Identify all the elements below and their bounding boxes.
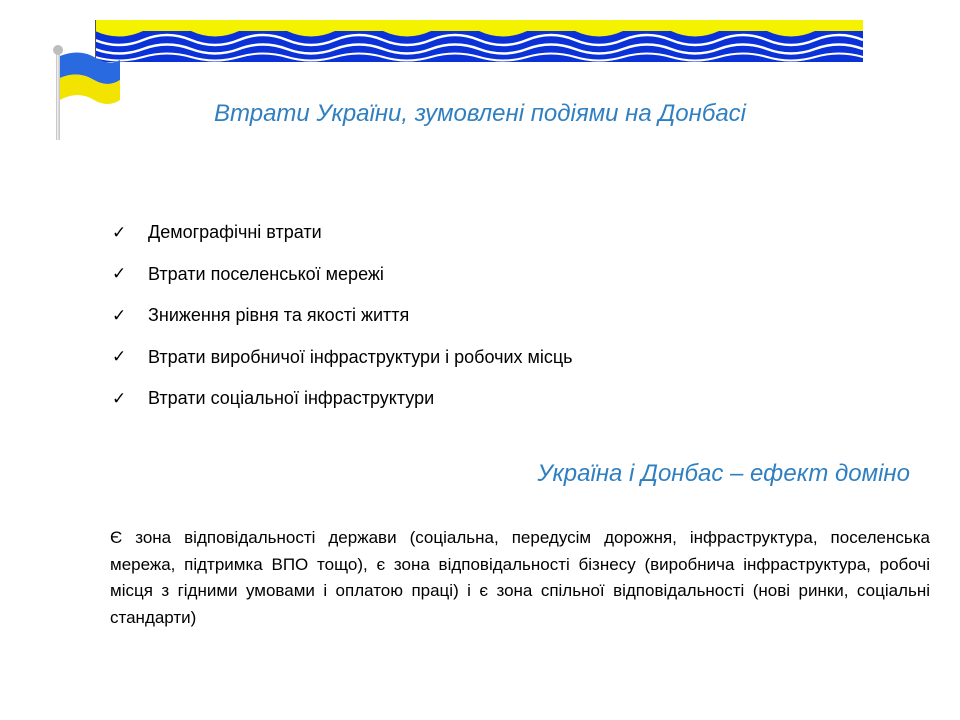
bullet-list [112,212,573,420]
section-subtitle: Україна і Донбас – ефект доміно [537,460,910,487]
list-item [112,295,573,337]
page-title: Втрати України, зумовлені подіями на Донбасі [213,100,747,127]
list-item [112,254,573,296]
list-item-text: Зниження рівня та якості життя [148,305,410,326]
checkmark-icon: ✓ [112,305,127,325]
wave-banner [95,20,863,62]
checkmark-icon: ✓ [112,347,127,367]
checkmark-icon: ✓ [112,222,127,242]
list-item-text: Втрати соціальної інфраструктури [148,388,435,409]
list-item [112,337,573,379]
list-item-text: Втрати виробничої інфраструктури і робочих місць [148,346,573,367]
list-item [112,212,573,254]
list-item-text: Демографічні втрати [148,222,322,243]
list-item-text: Втрати поселенської мережі [148,263,384,284]
body-paragraph: Є зона відповідальності держави (соціальна, передусім дорожня, інфраструктура, поселенська мережа, підтримка ВПО тощо), є зона відповідальності бізнесу (виробнича інфраструктура, робочі місця з гідними умовами і оплатою праці) і є зона спільної відповідальності (нові ринки, соціальні стандарти) [110,528,930,627]
checkmark-icon: ✓ [112,264,127,284]
checkmark-icon: ✓ [112,388,127,408]
list-item [112,378,573,420]
